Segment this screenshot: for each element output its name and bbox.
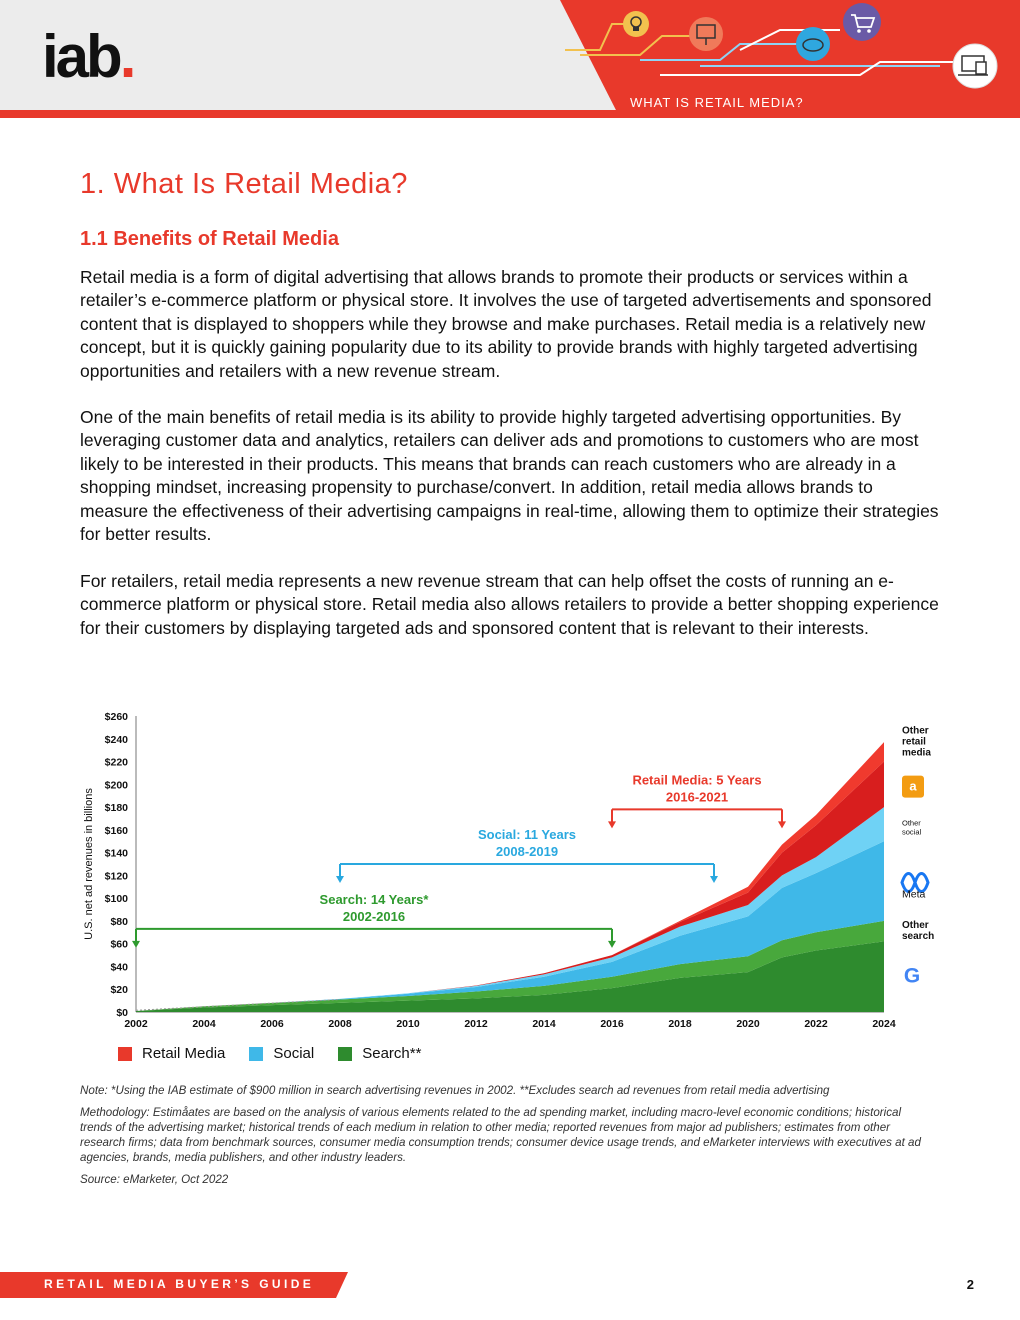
chart-source: Source: eMarketer, Oct 2022 <box>80 1173 229 1186</box>
area-layers <box>136 742 884 1012</box>
paragraph-definition: Retail media is a form of digital advertising that allows brands to promote their products or services within a retailer’s e-commerce platform or physical store. It involves the use of targeted advertisements and sponsored content that is displayed to shoppers while they browse and make purchases. Retail media is a relatively new concept, but it is quickly gaining popularity due to its ability to provide brands with highly targeted advertising opportunities and retailers with a new revenue stream. <box>80 267 932 381</box>
series-label-text: media <box>902 747 931 759</box>
legend-swatch <box>118 1047 132 1061</box>
legend-label: Search** <box>362 1045 422 1062</box>
y-tick-label: $260 <box>104 711 128 723</box>
small-series-label: Other <box>902 818 921 828</box>
cart-icon <box>843 3 881 41</box>
annotation-arrow <box>608 821 616 828</box>
x-tick-label: 2024 <box>872 1018 896 1030</box>
x-tick-label: 2018 <box>668 1018 692 1030</box>
y-tick-label: $40 <box>110 961 128 974</box>
presentation-icon <box>689 17 723 51</box>
series-label-small <box>902 819 922 837</box>
series-label-meta-logo <box>902 873 928 900</box>
legend-item-search <box>338 1045 421 1062</box>
x-tick-label: 2014 <box>532 1018 556 1030</box>
x-tick-label: 2010 <box>396 1018 420 1030</box>
x-tick-label: 2004 <box>192 1018 216 1030</box>
x-tick-label: 2002 <box>124 1018 148 1030</box>
series-label-amazon-logo <box>902 776 924 798</box>
annotation-range: 2016-2021 <box>665 789 729 805</box>
legend-item-retail-media <box>118 1045 225 1062</box>
annotation-2 <box>608 772 786 828</box>
annotation-label: Social: 11 Years <box>477 827 577 842</box>
meta-label: Meta <box>902 888 926 901</box>
legend-label: Social <box>273 1045 315 1062</box>
legend-item-social <box>249 1045 314 1062</box>
page-header <box>0 0 1020 120</box>
series-label-text: Other <box>902 725 929 737</box>
y-tick-label: $60 <box>110 938 128 951</box>
lightbulb-icon <box>623 11 649 37</box>
legend-swatch <box>338 1047 352 1061</box>
y-axis-label: U.S. net ad revenues in billions <box>83 788 95 940</box>
y-tick-label: $20 <box>110 984 128 997</box>
annotation-arrow <box>336 876 344 883</box>
x-tick-label: 2020 <box>736 1018 760 1030</box>
chart-note: Note: *Using the IAB estimate of $900 million in search advertising revenues in 2002. **Excludes search ad revenues from retail media advertising <box>80 1084 830 1097</box>
annotation-arrow <box>710 876 718 883</box>
x-tick-label: 2006 <box>260 1018 284 1030</box>
amazon-letter: a <box>909 778 917 794</box>
y-tick-label: $180 <box>104 802 128 815</box>
chart-legend <box>118 1045 421 1062</box>
y-tick-label: $160 <box>104 824 128 837</box>
y-tick-label: $80 <box>110 915 128 928</box>
annotation-1 <box>336 827 718 883</box>
x-tick-label: 2016 <box>600 1018 624 1030</box>
annotation-arrow <box>132 941 140 948</box>
guide-title: RETAIL MEDIA BUYER’S GUIDE <box>44 1277 315 1291</box>
series-label-text: retail <box>902 736 926 748</box>
legend-label: Retail Media <box>142 1045 226 1062</box>
small-series-label: social <box>902 827 922 837</box>
annotation-0 <box>132 892 616 948</box>
y-tick-label: $140 <box>104 847 128 860</box>
x-tick-label: 2008 <box>328 1018 352 1030</box>
series-label-text <box>902 920 934 942</box>
series-label-text: search <box>902 930 935 942</box>
series-label-text: Other <box>902 919 929 931</box>
computer-shopping-icon <box>953 44 997 88</box>
y-tick-label: $120 <box>104 870 128 883</box>
y-tick-label: $200 <box>104 779 128 792</box>
annotation-arrow <box>608 941 616 948</box>
annotation-range: 2008-2019 <box>495 844 559 859</box>
google-icon: G <box>903 964 921 988</box>
annotation-arrow <box>778 821 786 828</box>
y-tick-label: $220 <box>104 756 128 769</box>
section-tag: WHAT IS RETAIL MEDIA? <box>630 95 804 110</box>
header-graphic <box>0 0 1020 120</box>
page-number: 2 <box>966 1277 974 1292</box>
y-tick-label: $0 <box>116 1007 128 1019</box>
paragraph-benefits: One of the main benefits of retail media is its ability to provide highly targeted advertising opportunities. By leveraging customer data and analytics, retailers can deliver ads and promotions to customers who are most likely to be interested in their products. This means that brands can reach customers who are already in a shopping mindset, increasing propensity to purchase/convert. In addition, retail media allows brands to measure the effectiveness of their advertising campaigns in real-time, allowing them to optimize their strategies for better results. <box>80 407 939 545</box>
page-title: 1. What Is Retail Media? <box>80 168 408 200</box>
legend-swatch <box>249 1047 263 1061</box>
iab-logo: iab. <box>42 23 134 90</box>
series-label-text <box>902 725 931 758</box>
chart-methodology: Methodology: Estimåates are based on the analysis of various elements related to the ad spending market, including macro-level economic conditions; historical trends of the advertising market; historical trends of each medium in relation to other media; reported revenues from major ad publishers; estimates from other research firms; data from benchmark sources, consumer media consumption trends; consumer device usage trends, and eMarketer interviews with executives at ad agencies, brands, media publishers, and other industry leaders. <box>80 1106 921 1164</box>
annotation-range: 2002-2016 <box>342 908 406 924</box>
y-tick-label: $100 <box>104 893 128 906</box>
annotation-label: Search: 14 Years* <box>319 891 429 907</box>
cloud-icon <box>796 27 830 61</box>
retail-media-growth-chart <box>78 702 958 1037</box>
x-tick-label: 2012 <box>464 1018 488 1030</box>
y-tick-label: $240 <box>104 733 128 746</box>
section-subtitle: 1.1 Benefits of Retail Media <box>80 228 339 250</box>
x-tick-label: 2022 <box>804 1018 828 1030</box>
annotation-label: Retail Media: 5 Years <box>632 772 762 788</box>
paragraph-retailers: For retailers, retail media represents a new revenue stream that can help offset the costs of running an e-commerce platform or physical store. Retail media also allows retailers to provide a better shopping experience for their customers by displaying targeted ads and sponsored content that is relevant to their interests. <box>80 571 939 638</box>
series-label-google-logo <box>904 965 920 988</box>
